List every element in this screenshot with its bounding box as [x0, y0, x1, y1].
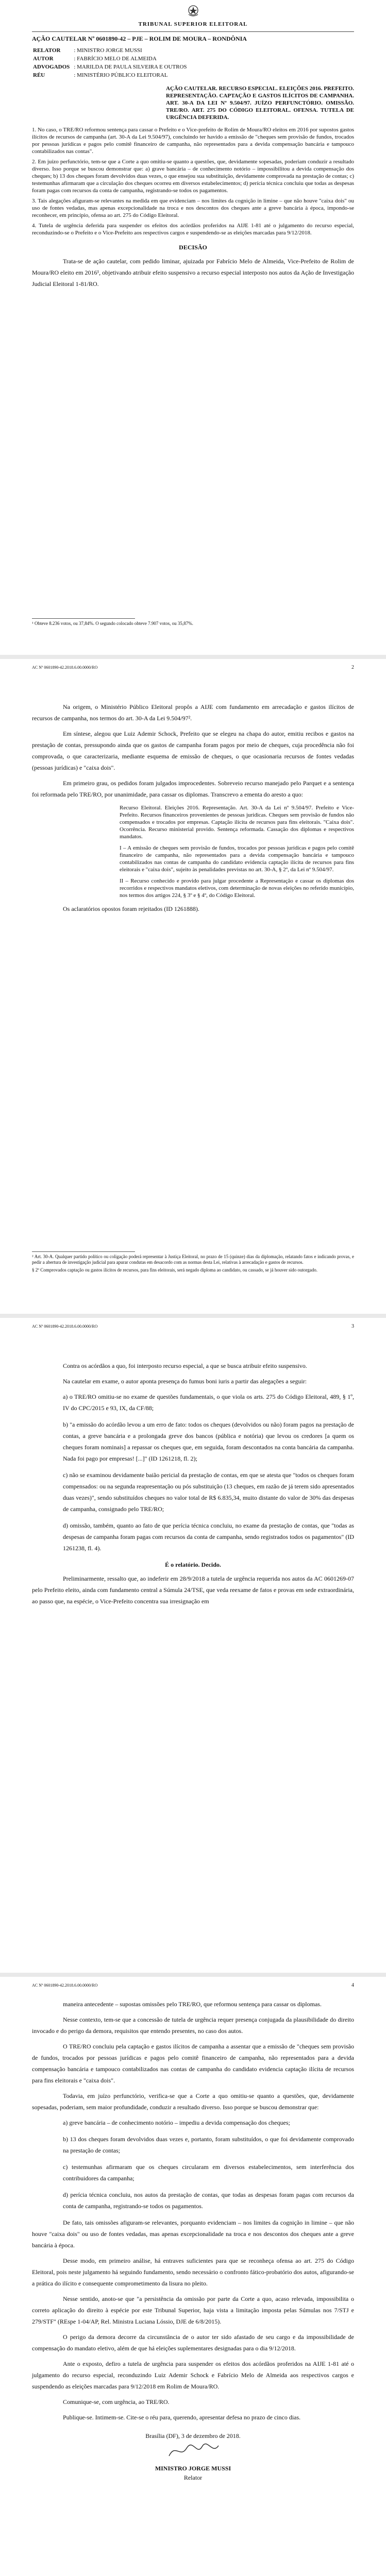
autor-name: : FABRÍCIO MELO DE ALMEIDA [74, 56, 157, 62]
body-paragraph: Em primeiro grau, os pedidos foram julgados improcedentes. Sobreveio recurso manejado pelo Parquet e a sentença foi reformada pelo TRE/RO, por unanimidade, para cassar os diplomas. Transcrevo a ementa do aresto a quo: [32, 779, 354, 798]
body-paragraph: Todavia, em juízo perfunctório, verifica-se que a Corte a quo omitiu-se quanto a questões, que, devidamente sopesadas, poderiam, sem maior profundidade, conduzir a resultado diverso. Isso porque se buscou demonstrar que: [32, 2092, 354, 2111]
body-paragraph: Trata-se de ação cautelar, com pedido liminar, ajuizada por Fabrício Melo de Almeida, Vice-Prefeito de Rolim de Moura/RO eleito em 2016¹, objetivando atribuir efeito suspensivo a recurso especial interposto nos autos da Ação de Investigação Judicial Eleitoral 1-81/RO. [32, 258, 354, 287]
body-paragraph: Nesse contexto, tem-se que a concessão de tutela de urgência requer presença conjugada da plausibilidade do direito invocado e do perigo da demora, requisitos que entendo presentes, no caso dos autos. [32, 2016, 354, 2035]
dispositive-paragraph: Ante o exposto, defiro a tutela de urgência para suspender os efeitos dos acórdãos proferidos na AIJE 1-81 até o julgamento do recurso especial, reconduzindo Luiz Ademir Schock e Fabrício Melo de Almeida aos respectivos cargos e suspendendo as eleições marcadas para 9/12/2018 em Rolim de Moura/RO. [32, 2360, 354, 2390]
decisao-heading: DECISÃO [179, 244, 207, 251]
court-crest [32, 0, 354, 20]
body-paragraph: O TRE/RO concluiu pela captação e gastos ilícitos de campanha a assentar que a emissão de "cheques sem provisão de fundos, trocados por pessoas jurídicas e pagos pelo comitê financeiro de campanha, não representados para a devida compensação bancária e tampouco contabilizados nas contas de campanha do candidato evidencia captação ilícita de recursos para fins eleitorais e "caixa dois". [32, 2043, 354, 2084]
argument-item: c) testemunhas afirmaram que os cheques circularam em diversos estabelecimentos, sem interferência dos contribuidores da campanha; [63, 2163, 354, 2182]
coat-of-arms-icon [186, 4, 201, 18]
body-paragraph: Em síntese, alegou que Luiz Ademir Schock, Prefeito que se elegeu na chapa do autor, emitiu recibos e gastos na prestação de contas, pressupondo ainda que os gastos de campanha foram pagos por meio de cheques, cuja procedência não foi comprovada, o que caracterizaria, mediante esquema de emissão de cheques, o que ocasionaria recursos de fontes vedadas (pessoas jurídicas) e "caixa dois". [32, 730, 354, 771]
party-row [33, 47, 190, 54]
signatory-role: Relator [183, 2474, 203, 2481]
body-paragraph: Publique-se. Intimem-se. Cite-se o réu para, querendo, apresentar defesa no prazo de cinco dias. [63, 2414, 301, 2421]
argument-item: a) greve bancária – de conhecimento notório – impediu a devida compensação dos cheques; [63, 2119, 290, 2126]
case-title: AÇÃO CAUTELAR Nº 0601890-42 – PJE – ROLIM DE MOURA – RONDÔNIA [32, 35, 247, 42]
page-number: 3 [351, 1324, 354, 1329]
relatorio-heading: É o relatório. Decido. [165, 1561, 221, 1568]
body-paragraph: O perigo da demora decorre da circunstância de o autor ter sido afastado de seu cargo e da impossibilidade de compensação do mandato eletivo, além de que há eleições suplementares designadas para o dia 9/12/2018. [32, 2333, 354, 2352]
relator-label: RELATOR [33, 47, 61, 54]
document-page-3 [0, 1318, 386, 1973]
ementa-list [32, 126, 354, 236]
party-row [33, 63, 190, 71]
footnote-rule [32, 618, 135, 619]
document-page-2 [0, 659, 386, 1314]
signatory-name: MINISTRO JORGE MUSSI [155, 2465, 231, 2472]
body-paragraph: Desse modo, em primeiro análise, há entraves suficientes para que se reconheça ofensa ao art. 275 do Código Eleitoral, pois neste julgamento há seguindo fundamento, sendo necessário o confronto fático-probatório dos autos, afigurando-se a prática do ilícito e consequente comprometimento da lisura no pleito. [32, 2257, 354, 2287]
argument-item: b) 13 dos cheques foram devolvidos duas vezes e, portanto, foram substituídos, o que foi devidamente comprovado na prestação de contas; [63, 2136, 354, 2154]
running-header-text: AC Nº 0601890-42.2018.6.00.0000/RO [32, 665, 98, 670]
body-paragraph: Na origem, o Ministério Público Eleitoral propôs a AIJE com fundamento em arrecadação e gastos ilícitos de recursos de campanha, nos termos do art. 30-A da Lei 9.504/97². [32, 703, 354, 722]
page-number: 2 [351, 665, 354, 670]
reu-name: : MINISTÉRIO PÚBLICO ELEITORAL [74, 72, 168, 78]
running-header [32, 1318, 354, 1329]
quoted-ementa: I – A emissão de cheques sem provisão de fundos, trocados por pessoas jurídicas e pagos pelo comitê financeiro de campanha, não representados para a devida compensação bancária e tampouco contabilizados nas contas de campanha do candidato evidencia captação ilícita de recursos para fins eleitorais e "caixa dois", sujeito às penalidades previstas no art. 30-A, § 2º, da Lei nº 9.504/97. [120, 845, 354, 873]
autor-label: AUTOR [33, 56, 54, 62]
ementa-item: 1. No caso, o TRE/RO reformou sentença para cassar o Prefeito e o Vice-prefeito de Rolim de Moura/RO eleitos em 2016 por supostos gastos ilícitos de recursos de campanha (art. 30-A da Lei 9.504/97), concluindo ter havido a emissão de "cheques sem provisão de fundos, trocados por pessoas jurídicas e pagos pelo comitê financeiro de campanha, não representados para a devida compensação bancária e tampouco contabilizados nas contas". [32, 127, 354, 155]
advogados-label: ADVOGADOS [33, 64, 70, 70]
party-row [33, 72, 190, 79]
ementa-item: 4. Tutela de urgência deferida para suspender os efeitos dos acórdãos proferidos na AIJE 1-81 até o julgamento do recurso especial, reconduzindo-se o Prefeito e o Vice-Prefeito aos respectivos cargos e suspendendo-se as eleições marcadas para 9/12/2018. [32, 223, 354, 236]
document-page-1 [0, 0, 386, 655]
signature-scribble-icon [165, 2441, 222, 2461]
footnote-rule [32, 1251, 135, 1252]
body-paragraph: Nesse sentido, anoto-se que "a persistência da omissão por parte da Corte a quo, acaso relevada, impossibilita o correto aplicação do direito à espécie por este Tribunal Superior, haja vista a limitação imposta pelas Súmulas nos 7/STJ e 279/STF" (REspe 1-04/AP, Rel. Ministra Luciana Lóssio, DJE de 6/8/2015). [32, 2295, 354, 2325]
footnote: § 2º Comprovados captação ou gastos ilícitos de recursos, para fins eleitorais, será negado diploma ao candidato, ou cassado, se já houver sido outorgado. [32, 1267, 317, 1273]
ementa-item: 3. Tais alegações afiguram-se relevantes na medida em que evidenciam – nos limites da cognição in limine – que não houve "caixa dois" ou uso de fontes vedadas, mas apenas excepcionalidade na troca e nos descontos dos cheques ante a greve bancária à época, impondo-se reconhecer, em princípio, ofensa ao art. 275 do Código Eleitoral. [32, 198, 354, 218]
case-summary: AÇÃO CAUTELAR. RECURSO ESPECIAL. ELEIÇÕES 2016. PREFEITO. REPRESENTAÇÃO. CAPTAÇÃO E GASTOS ILÍCITOS DE CAMPANHA. ART. 30-A DA LEI Nº 9.504/97. JUÍZO PERFUNCTÓRIO. OMISSÃO. TRE/RO. ART. 275 DO CÓDIGO ELEITORAL. OFENSA. TUTELA DE URGÊNCIA DEFERIDA. [166, 86, 354, 121]
page-number: 4 [351, 1982, 354, 1988]
argument-item: a) o TRE/RO omitiu-se no exame de questões fundamentais, o que viola os arts. 275 do Código Eleitoral, 489, § 1º, IV do CPC/2015 e 93, IX, da CF/88; [63, 1393, 354, 1412]
body-paragraph: Comunique-se, com urgência, ao TRE/RO. [63, 2398, 170, 2405]
body-paragraph: Contra os acórdãos a quo, foi interposto recurso especial, a que se busca atribuir efeito suspensivo. [63, 1362, 307, 1369]
body-paragraph: Na cautelar em exame, o autor aponta presença do fumus boni iuris a partir das alegações a seguir: [63, 1378, 307, 1385]
case-parties [32, 46, 191, 80]
body-paragraph: Preliminarmente, ressalto que, ao indeferir em 28/9/2018 a tutela de urgência requerida nos autos da AC 0601269-07 pelo Prefeito eleito, ainda com fundamento central a Súmula 24/TSE, que veda reexame de fatos e provas em sede extraordinária, ao passo que, na espécie, o Vice-Prefeito concentra sua irresignação em [32, 1575, 354, 1605]
running-header [32, 659, 354, 670]
body-paragraph: Os aclaratórios opostos foram rejeitados (ID 1261888). [63, 905, 199, 912]
party-row [33, 55, 190, 62]
argument-item: d) omissão, também, quanto ao fato de que perícia técnica concluiu, no exame da prestação de contas, que "todas as despesas de campanha foram pagas com recursos da conta de campanha, sendo registrados todos os pagamentos" (ID 1261238, fl. 4). [63, 1522, 354, 1552]
reu-label: RÉU [33, 72, 45, 78]
footnote: ² Art. 30-A. Qualquer partido político ou coligação poderá representar à Justiça Eleitoral, no prazo de 15 (quinze) dias da diplomação, relatando fatos e indicando provas, e pedir a abertura de investigação judicial para apurar condutas em desacordo com as normas desta Lei, relativas à arrecadação e gastos de recursos. [32, 1254, 354, 1265]
court-name: TRIBUNAL SUPERIOR ELEITORAL [138, 21, 248, 27]
advogados-name: : MARILDA DE PAULA SILVEIRA E OUTROS [74, 64, 187, 70]
running-header-text: AC Nº 0601890-42.2018.6.00.0000/RO [32, 1983, 98, 1988]
body-paragraph: maneira antecedente – supostas omissões pelo TRE/RO, que reformou sentença para cassar os diplomas. [63, 2001, 322, 2008]
running-header-text: AC Nº 0601890-42.2018.6.00.0000/RO [32, 1324, 98, 1329]
body-paragraph: De fato, tais omissões afiguram-se relevantes, porquanto evidenciam – nos limites da cognição in limine – que não houve "caixa dois" ou uso de fontes vedadas, mas apenas excepcionalidade na troca e nos descontos dos cheques ante a greve bancária à época. [32, 2219, 354, 2249]
argument-item: d) perícia técnica concluiu, nos autos da prestação de contas, que todas as despesas foram pagas com recursos da conta de campanha, registrando-se todos os pagamentos. [63, 2191, 354, 2210]
quoted-ementa: II – Recurso conhecido e provido para julgar procedente a Representação e cassar os diplomas dos recorridos e respectivos mandatos eletivos, com determinação de novas eleições no referido município, nos termos dos artigos 224, § 3º e § 4º, do Código Eleitoral. [120, 878, 354, 899]
place-date: Brasília (DF), 3 de dezembro de 2018. [145, 2432, 241, 2439]
argument-item: b) "a emissão do acórdão levou a um erro de fato: todos os cheques (devolvidos ou não) foram pagos na prestação de contas, a greve bancária e a prolongada greve dos bancos (pública e notória) que levou os credores [a quem os cheques foram nominais] a repassar os cheques que, em seguida, foram descontados na conta bancária da campanha. Nada foi pago por empresas! [...]" (ID 1261218, fl. 2); [63, 1421, 354, 1462]
running-header [32, 1977, 354, 1988]
quoted-ementa: Recurso Eleitoral. Eleições 2016. Representação. Art. 30-A da Lei nº 9.504/97. Prefeito e Vice-Prefeito. Recursos financeiros provenientes de pessoas jurídicas. Cheques sem provisão de fundos não compensados e trocados por empresas. Captação ilícita de recursos para fins eleitorais. "Caixa dois". Ocorrência. Recurso ministerial provido. Sentença reformada. Cassação dos diplomas e respectivos mandatos. [120, 805, 354, 840]
signature-block [32, 2431, 354, 2482]
document-page-4 [0, 1977, 386, 2576]
divider [32, 31, 354, 32]
ementa-item: 2. Em juízo perfunctório, tem-se que a Corte a quo omitiu-se quanto a questões, que, devidamente sopesadas, poderiam conduzir a resultado diverso. Isso porque se buscou demonstrar que: a) grave bancária – de conhecimento notório – impossibilitou a devida compensação dos cheques; b) 13 dos cheques foram devolvidos duas vezes, o que ensejou sua substituição, devidamente comprovada na prestação de contas; c) testemunhas afirmaram que a circulação dos cheques ocorreu em diversos estabelecimentos; d) perícia técnica concluiu que todas as despesas foram pagas com recursos da conta de campanha, registrando-se todos os pagamentos. [32, 159, 354, 194]
footnote: ¹ Obteve 8.236 votos, ou 37,84%. O segundo colocado obteve 7.907 votos, ou 35,87%. [32, 621, 193, 626]
relator-name: : MINISTRO JORGE MUSSI [74, 47, 142, 54]
argument-item: c) não se examinou devidamente baião pericial da prestação de contas, em que se atesta que "todos os cheques foram compensados: ou na segunda reapresentação ou pós substituição (13 cheques, em razão de já terem sido apresentados duas vezes)", sendo substituídos cheques no valor total de R$ 6.835,34, muito distante do valor de 30% das despesas de campanha, consignado pelo TRE/RO; [63, 1471, 354, 1513]
